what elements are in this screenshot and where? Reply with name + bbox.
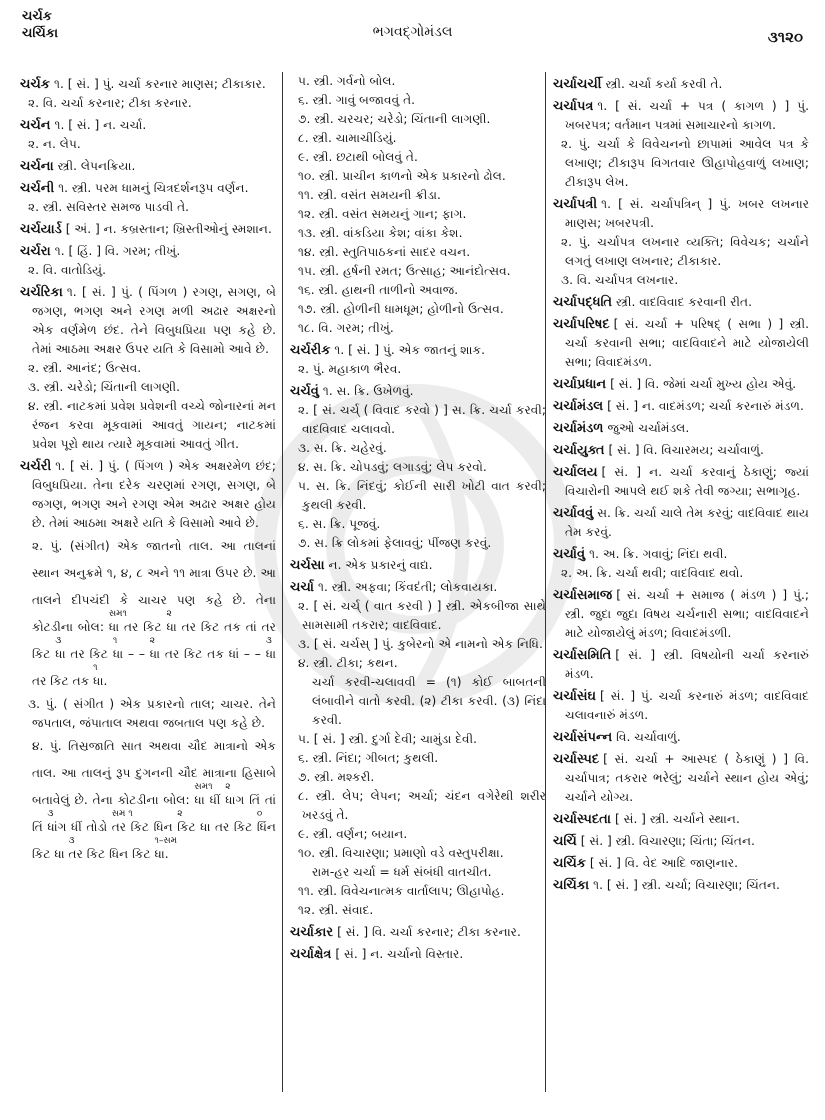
sense-line: ૧૧. સ્ત્રી. વસંત સમયની ક્રીડા. bbox=[298, 188, 441, 202]
definition: સ્ત્રી. વાદવિવાદ કરવાની રીત. bbox=[616, 295, 752, 309]
beat-marker: ૩ bbox=[55, 636, 62, 646]
notation-syllable: ધા bbox=[112, 647, 124, 661]
dictionary-entry bbox=[553, 97, 809, 135]
notation-syllable: ધા bbox=[194, 793, 205, 807]
definition: [ સં. ] ન. ચર્ચા કરવાનું ઠેકાણું; જ્યાં વિચારોની આપલે થઈ શકે તેવી જગ્યા; સભાગૃહ. bbox=[565, 465, 809, 498]
notation-text: કિટ ધિન કિટ bbox=[82, 847, 155, 861]
dictionary-entry bbox=[20, 283, 276, 359]
headword: ચર્ચા bbox=[290, 580, 314, 595]
beat-marker: ૩ bbox=[265, 636, 272, 646]
beat-marker-wrap bbox=[149, 636, 161, 661]
beat-marker-wrap bbox=[194, 782, 213, 807]
beat-marker-wrap bbox=[166, 609, 177, 634]
definition: સ્ત્રી. લેપનક્રિયા. bbox=[57, 159, 136, 173]
notation-text: ૨. પું. (સંગીત) એક જાતનો તાલ. આ તાલનાં સ્થાન અનુક્રમે ૧, ૪, ૮ અને ૧૧ માત્રા ઉપર છે. આ તાલને દીપચંદી કે ચાચર પણ કહે છે. તેના કોટડીના બોલ: bbox=[32, 539, 276, 634]
sense-line: ૭. સ. ક્રિ લોકમાં ફેલાવવું; પીંજણ કરવું. bbox=[298, 536, 492, 550]
beat-marker-wrap bbox=[47, 809, 67, 834]
dictionary-entry bbox=[20, 116, 276, 135]
definition: સ. ક્રિ. ચર્ચા ચાલે તેમ કરવું; વાદવિવાદ થાય તેમ કરવું. bbox=[565, 506, 809, 539]
headword: ચર્ચયાર્ડ bbox=[20, 222, 62, 237]
headword: ચર્ચાપ્રધાન bbox=[553, 377, 607, 392]
notation-syllable: ધાગ bbox=[225, 793, 245, 807]
headword: ચર્ચાસ્પદ bbox=[553, 752, 600, 767]
notation-syllable: ધા bbox=[154, 847, 165, 861]
definition: ૧. [ સં. ] પું. ચર્ચા કરનાર માણસ; ટીકાકાર. bbox=[53, 77, 266, 91]
notation-text: તર કિટ bbox=[119, 620, 167, 634]
headword: ચર્ચાસ્પદતા bbox=[553, 812, 611, 827]
sense-line: ૨. અ. ક્રિ. ચર્ચા થવી; વાદવિવાદ થવો. bbox=[561, 566, 744, 580]
notation-sense bbox=[20, 533, 276, 695]
dictionary-entry bbox=[20, 157, 276, 176]
headword: ચર્ચક bbox=[20, 77, 50, 92]
definition: ૧. [ હિં. ] વિ. ગરમ; તીખું. bbox=[54, 244, 181, 258]
beat-marker-wrap bbox=[108, 609, 127, 634]
dictionary-entry bbox=[553, 750, 809, 807]
headword: ચર્ચિકા bbox=[553, 878, 590, 893]
beat-marker-wrap bbox=[112, 636, 124, 661]
headword: ચર્ચામંડલ bbox=[553, 399, 604, 414]
sense-line: ૬. સ. ક્રિ. પૂજવું. bbox=[298, 517, 381, 531]
dictionary-entry bbox=[290, 945, 546, 964]
notation-text: કિટ ધિન bbox=[126, 820, 178, 834]
beat-marker-wrap bbox=[154, 836, 177, 861]
beat-marker: ૧ bbox=[93, 663, 98, 673]
headword: ચર્ચન bbox=[20, 118, 51, 133]
headword: ચર્ચાપત્રી bbox=[553, 197, 598, 212]
beat-marker: ૨ bbox=[149, 636, 156, 646]
beat-marker: સમ૧ bbox=[108, 609, 127, 619]
notation-text: તિં તાં તિં bbox=[32, 793, 276, 834]
idiom-phrase: ચર્ચા કરવી-ચલાવવી = (૧) કોઈ બાબતની લંબાવીને વાતો કરવી. (૨) ટીકા કરવી. (૩) નિંદા કરવી. bbox=[312, 675, 546, 727]
dictionary-entry bbox=[553, 810, 809, 829]
sense-line: ૧૦. સ્ત્રી. પ્રાચીન કાળનો એક પ્રકારનો ઢોલ. bbox=[298, 169, 506, 183]
column-3 bbox=[553, 72, 809, 895]
headword: ચર્ચાવું bbox=[553, 547, 586, 562]
sense-line: ૨. સ્ત્રી. આનંદ; ઉત્સવ. bbox=[28, 361, 142, 375]
definition: [ સં. ચર્ચા + સમાજ ( મંડળ ) ] પું.; સ્ત્રી. જુદા જુદા વિષય ચર્ચનારી સભા; વાદવિવાદને માટે યોજાયેલું મંડળ; વિવાદમંડળી. bbox=[565, 588, 809, 640]
sense-line: ૪. સ. ક્રિ. ચોપડવું; લગાડવું; લેપ કરવો. bbox=[298, 460, 487, 474]
beat-marker: સમ ૧ bbox=[111, 809, 133, 819]
definition: [ સં. ] વિ. ચર્ચા કરનાર; ટીકા કરનાર. bbox=[337, 925, 521, 939]
dictionary-entry bbox=[20, 242, 276, 261]
dictionary-entry bbox=[553, 646, 809, 684]
beat-marker-wrap bbox=[55, 636, 66, 661]
definition: ૧. [ સં. ] પું. ( પિંગળ ) રગણ, સગણ, બે જગણ, ભગણ અને રગણ મળી અઢાર અક્ષરનો એક વર્ણમેળ છંદ. તેને વિબુધપ્રિયા પણ કહે છે. તેમાં આઠમા અક્ષર ઉપર યતિ કે વિસામો આવે છે. bbox=[32, 285, 276, 356]
column-2 bbox=[290, 72, 546, 964]
definition: [ સં. ] વિ. જેમાં ચર્ચા મુખ્ય હોય એવું. bbox=[610, 377, 797, 391]
dictionary-entry bbox=[553, 504, 809, 542]
notation-text: તર કિટ તક તાં તર કિટ bbox=[32, 620, 276, 661]
dictionary-entry bbox=[553, 441, 809, 460]
beat-marker: ૨ bbox=[166, 609, 172, 619]
definition: [ સં. ] વિ. વેદ આદિ જાણનાર. bbox=[589, 856, 739, 870]
headword: ચર્ચાલય bbox=[553, 465, 598, 480]
sense-line: ૧૮. વિ. ગરમ; તીખું. bbox=[298, 321, 394, 335]
definition: જુઓ ચર્ચામંડલ. bbox=[607, 421, 690, 435]
definition: ૧. [ સં. ] સ્ત્રી. ચર્ચા; વિચારણા; ચિંતન. bbox=[593, 878, 780, 892]
definition: ૧. સ્ત્રી. અફવા; કિંવદંતી; લોકવાયકા. bbox=[318, 580, 498, 594]
headword: ચર્ચરા bbox=[20, 244, 51, 259]
headword: ચર્ચરી bbox=[20, 459, 52, 474]
headword: ચર્ચવું bbox=[290, 384, 319, 399]
sense-line: ૪. સ્ત્રી. નાટકમાં પ્રવેશ પ્રવેશની વચ્ચે જોનારનાં મન રંજન કરવા મૂકવામાં આવતું ગાયન; નાટકમાં પ્રવેશ પૂરો થાય ત્યારે મૂકવામાં આવતું ગીત. bbox=[28, 399, 276, 451]
dictionary-entry bbox=[553, 854, 809, 873]
definition: ન. એક પ્રકારનું વાદ્ય. bbox=[328, 558, 433, 572]
sense-line: ૫. [ સં. ] સ્ત્રી. દુર્ગા દેવી; ચામુંડા દેવી. bbox=[298, 732, 477, 746]
definition: [ સં. ] સ્ત્રી. વિષયોની ચર્ચા કરનારું મંડળ. bbox=[565, 648, 809, 681]
sense-line: ૨. પું. ચર્ચા કે વિવેચનનો છાપામાં આવેલ પત્ર કે લખાણ; ટીકારૂપ વિગતવાર ઊહાપોહવાળું લખાણ; ટીકારૂપ લેખ. bbox=[561, 137, 809, 189]
sense-line: ૬. સ્ત્રી. નિંદા; ગીબત; કુથલી. bbox=[298, 751, 439, 765]
dictionary-entry bbox=[553, 463, 809, 501]
definition: વિ. ચર્ચાવાળું. bbox=[616, 730, 681, 744]
dictionary-entry bbox=[553, 876, 809, 895]
definition: ૧. [ સં. ચર્ચા + પત્ર ( કાગળ ) ] પું. ખબરપત્ર; વર્તમાન પત્રમાં સમાચારનો કાગળ. bbox=[565, 99, 809, 132]
notation-syllable: ધા bbox=[93, 674, 104, 688]
guide-word-first: ચર્ચક bbox=[22, 9, 52, 24]
headword: ચર્ચિ bbox=[553, 834, 577, 849]
headword: ચર્ચાવવું bbox=[553, 506, 594, 521]
headword: ચર્ચાચર્ચી bbox=[553, 77, 602, 92]
sense-line: ૪. સ્ત્રી. ટીકા; કથન. bbox=[298, 656, 398, 670]
dictionary-entry bbox=[553, 728, 809, 747]
dictionary-entry bbox=[553, 586, 809, 643]
sense-line: ૭. સ્ત્રી. ચરચર; ચરેડો; ચિંતાની લાગણી. bbox=[298, 112, 491, 126]
definition: સ્ત્રી. ચર્ચા કર્યા કરવી તે. bbox=[605, 77, 723, 91]
sense-line: ૧૬. સ્ત્રી. હાથની તાળીનો અવાજ. bbox=[298, 283, 459, 297]
guide-word-last: ચર્ચિકા bbox=[22, 26, 59, 41]
sense-line: ૨. વિ. વાતોડિયું. bbox=[28, 263, 107, 277]
notation-text: તર કિટ તક ધાં – – bbox=[160, 647, 266, 661]
page-title: ભગવદ્ગોમંડલ bbox=[372, 24, 453, 40]
definition: ૧. [ સં. ચર્ચાપત્રિન્ ] પું. ખબર લખનાર માણસ; ખબરપત્રી. bbox=[565, 197, 809, 230]
notation-text: તર કિટ તક bbox=[32, 674, 94, 688]
sense-line: ૨. [ સં. ચર્ચ્ ( વાત કરવી ) ] સ્ત્રી. એકબીજા સાથે સામસામી તકરાર; વાદવિવાદ. bbox=[298, 599, 546, 632]
notation-sense bbox=[20, 733, 276, 868]
sense-line: ૧૧. સ્ત્રી. વિવેચનાત્મક વાર્તાલાપ; ઊહાપોહ. bbox=[298, 884, 505, 898]
sense-line: ૧૭. સ્ત્રી. હોળીની ધામધૂમ; હોળીનો ઉત્સવ. bbox=[298, 302, 504, 316]
headword: ચર્ચાસંઘ bbox=[553, 689, 597, 704]
definition: ૧. અ. ક્રિ. ગવાવું; નિંદા થવી. bbox=[589, 547, 728, 561]
definition: [ સં. ] પું. ચર્ચા કરનારું મંડળ; વાદવિવાદ ચલાવનારું મંડળ. bbox=[565, 689, 809, 722]
beat-marker-wrap bbox=[111, 809, 133, 834]
definition: [ સં. ચર્ચા + પરિષદ્ ( સભા ) ] સ્ત્રી. ચર્ચા કરવાની સભા; વાદવિવાદને માટે યોજાયેલી સભા; વિવાદમંડળ. bbox=[565, 317, 809, 369]
column-1 bbox=[20, 72, 276, 868]
dictionary-entry bbox=[553, 545, 809, 564]
headword: ચર્ચરીક bbox=[290, 343, 331, 358]
headword: ચર્ચાસમાજ bbox=[553, 588, 613, 603]
dictionary-entry bbox=[290, 923, 546, 942]
notation-syllable: ધા bbox=[108, 620, 120, 634]
column-divider bbox=[282, 72, 283, 1092]
sense-line: ૧૨. સ્ત્રી. વસંત સમયનું ગાન; ફાગ. bbox=[298, 207, 467, 221]
sense-line: ૫. સ. ક્રિ. નિંદવું; કોઈની સારી ખોટી વાત કરવી; કુથલી કરવી. bbox=[298, 479, 546, 512]
notation-syllable: ધિંન bbox=[256, 820, 276, 834]
beat-marker: ૩ bbox=[47, 809, 54, 819]
dictionary-entry bbox=[553, 293, 809, 312]
dictionary-entry bbox=[553, 419, 809, 438]
headword: ચર્ચિક bbox=[553, 856, 586, 871]
sense-line: ૫. સ્ત્રી. ગર્વનો બોલ. bbox=[298, 74, 396, 88]
sense-line: ૨. ન. લેપ. bbox=[28, 137, 81, 151]
notation-text: . bbox=[103, 674, 108, 688]
definition: [ સં. ચર્ચા + આસ્પદ ( ઠેકાણું ) ] વિ. ચર્ચાપાત્ર; તકરાર ભરેલું; ચર્ચાને સ્થાન હોય એવું; ચર્ચાને યોગ્ય. bbox=[565, 752, 809, 804]
dictionary-entry bbox=[553, 832, 809, 851]
beat-marker-wrap bbox=[68, 836, 83, 861]
headword: ચર્ચાયુક્ત bbox=[553, 443, 605, 458]
sense-line: ૧૫. સ્ત્રી. હર્ષની રમત; ઉત્સાહ; આનંદોત્સવ. bbox=[298, 264, 511, 278]
dictionary-entry bbox=[290, 578, 546, 597]
sense-line: ૧૦. સ્ત્રી. વિચારણા; પ્રમાણો વડે વસ્તુપરીક્ષા. bbox=[298, 846, 504, 860]
headword: ચર્ચાપદ્ધતિ bbox=[553, 295, 613, 310]
headword: ચર્ચાસંપન્ન bbox=[553, 730, 613, 745]
notation-text: – – bbox=[123, 647, 150, 661]
definition: [ સં. ] ન. વાદમંડળ; ચર્ચા કરનારું મંડળ. bbox=[607, 399, 804, 413]
headword: ચર્ચરિકા bbox=[20, 285, 63, 300]
sense-line: ૩. પું. ( સંગીત ) એક પ્રકારનો તાલ; ચાચર. તેને જપતાલ, જંપાતાલ અથવા જબતાલ પણ કહે છે. bbox=[28, 697, 276, 730]
definition: [ અં. ] ન. કબ્રસ્તાન; ખ્રિસ્તીઓનું સ્મશાન. bbox=[65, 222, 272, 236]
headword: ચર્ચસા bbox=[290, 558, 325, 573]
sense-line: ૨. વિ. ચર્ચા કરનાર; ટીકા કરનાર. bbox=[28, 96, 192, 110]
dictionary-entry bbox=[290, 341, 546, 360]
sense-line: ૩. વિ. ચર્ચાપત્ર લખનાર. bbox=[561, 273, 679, 287]
notation-text: કિટ ધા bbox=[32, 847, 69, 861]
notation-syllable: કિટ bbox=[177, 820, 196, 834]
sense-line: ૭. સ્ત્રી. મશ્કરી. bbox=[298, 770, 375, 784]
sense-line: ૧૪. સ્ત્રી. સ્તુતિપાઠકનાં સાદર વચન. bbox=[298, 245, 471, 259]
page-number: ૩૧૨૦ bbox=[767, 28, 803, 46]
beat-marker: ૩ bbox=[68, 836, 75, 846]
notation-syllable: ધા bbox=[149, 647, 161, 661]
beat-marker: ૨ bbox=[177, 809, 183, 819]
definition: ૧. સ્ત્રી. પરમ ધામનું ચિત્રદર્શનરૂપ વર્ણન. bbox=[58, 181, 249, 195]
sense-line: ૨. પું. ચર્ચાપત્ર લખનાર વ્યક્તિ; વિવેચક; ચર્ચાને લગતું લખાણ લખનાર; ટીકાકાર. bbox=[561, 235, 809, 268]
sense-line: ૬. સ્ત્રી. ગાવું બજાવવું તે. bbox=[298, 93, 416, 107]
dictionary-entry bbox=[20, 220, 276, 239]
notation-text: ૪. પું. તિસ્રજાતિ સાત અથવા ચૌદ માત્રાનો એક તાલ. આ તાલનું રૂપ દુગનની ચૌદ માત્રાના હિસાબે બતાવેલું છે. તેના કોટડીના બોલ: bbox=[32, 739, 276, 807]
definition: ૧. [ સં. ] ન. ચર્ચા. bbox=[54, 118, 147, 132]
sense-line: ૩. સ. ક્રિ. ચહેરવું. bbox=[298, 441, 387, 455]
notation-text: ધીં તોડો bbox=[66, 820, 112, 834]
dictionary-entry bbox=[553, 315, 809, 372]
headword: ચર્ચાક્ષેત્ર bbox=[290, 947, 332, 962]
headword: ચર્ચામંડળ bbox=[553, 421, 604, 436]
definition: [ સં. ] સ્ત્રી. વિચારણા; ચિંતા; ચિંતન. bbox=[580, 834, 755, 848]
sense-line: ૨. [ સં. ચર્ચ્ ( વિવાદ કરવો ) ] સ. ક્રિ. ચર્ચા કરવી; વાદવિવાદ ચલાવવો. bbox=[298, 403, 546, 436]
beat-marker-wrap bbox=[93, 663, 104, 688]
sense-line: ૩. સ્ત્રી. ચરેડો; ચિંતાની લાગણી. bbox=[28, 380, 180, 394]
sense-line: ૨. સ્ત્રી. સવિસ્તર સમજ પાડવી તે. bbox=[28, 200, 190, 214]
beat-marker-wrap bbox=[177, 809, 196, 834]
sense-line: ૮. સ્ત્રી. લેપ; લેપન; અર્ચા; ચંદન વગેરેથી શરીર ખરડવું તે. bbox=[298, 789, 546, 822]
beat-marker: સમ૧ bbox=[194, 782, 213, 792]
sense-line: ૯. સ્ત્રી. છટાથી બોલવું તે. bbox=[298, 150, 418, 164]
headword: ચર્ચાપત્ર bbox=[553, 99, 594, 114]
sense-line: ૩. [ સં. ચર્ચસ્ ] પું. કુબેરનો એ નામનો એક નિધિ. bbox=[298, 637, 543, 651]
dictionary-entry bbox=[20, 75, 276, 94]
dictionary-entry bbox=[553, 75, 809, 94]
beat-marker-wrap bbox=[265, 636, 277, 661]
definition: ૧. [ સં. ] પું. ( પિંગળ ) એક અક્ષરમેળ છંદ; વિબુધપ્રિયા. તેના દરેક ચરણમાં રગણ, સગણ, બે જગણ, ભગણ અને રગણ એમ અઢાર અક્ષર હોય છે. તેમાં આઠમા અક્ષરે યતિ કે વિસામો આવે છે. bbox=[32, 459, 276, 530]
beat-marker: ૧–સમ bbox=[154, 836, 177, 846]
headword: ચર્ચાસમિતિ bbox=[553, 648, 612, 663]
definition: ૧. સ. ક્રિ. ઉખેળવું. bbox=[322, 384, 414, 398]
sense-line: ૧૩. સ્ત્રી. વાંકડિયા કેશ; વાંકા કેશ. bbox=[298, 226, 463, 240]
notation-text: ધીં bbox=[204, 793, 226, 807]
definition: [ સં. ] ન. ચર્ચાનો વિસ્તાર. bbox=[335, 947, 464, 961]
dictionary-entry bbox=[553, 397, 809, 416]
definition: [ સં. ] સ્ત્રી. ચર્ચાને સ્થાન. bbox=[614, 812, 740, 826]
notation-syllable: તર bbox=[68, 847, 83, 861]
sense-line: ૮. સ્ત્રી. ચામાચીડિયું. bbox=[298, 131, 397, 145]
notation-syllable: ધાંગ bbox=[47, 820, 67, 834]
idiom-phrase: રામ-હર ચર્ચા = ધર્મ સંબંધી વાતચીત. bbox=[312, 865, 492, 879]
notation-text: તર કિટ bbox=[65, 647, 113, 661]
notation-syllable: ધા bbox=[265, 647, 277, 661]
beat-marker: ૧ bbox=[112, 636, 118, 646]
definition: ૧. [ સં. ] પું. એક જાતનું શાક. bbox=[334, 343, 485, 357]
headword: ચર્ચની bbox=[20, 181, 55, 196]
sense-line: ૯. સ્ત્રી. વર્ણન; બયાન. bbox=[298, 827, 408, 841]
dictionary-entry bbox=[20, 457, 276, 533]
definition: [ સં. ] વિ. વિચારમય; ચર્ચાવાળું. bbox=[608, 443, 764, 457]
sense-line: ૨. પું. મહાકાળ ભૈરવ. bbox=[298, 362, 402, 376]
dictionary-entry bbox=[290, 556, 546, 575]
sense-line: ૧૨. સ્ત્રી. સંવાદ. bbox=[298, 903, 374, 917]
headword: ચર્ચના bbox=[20, 159, 54, 174]
headword: ચર્ચાકાર bbox=[290, 925, 334, 940]
beat-marker: ૨ bbox=[225, 782, 231, 792]
dictionary-entry bbox=[290, 382, 546, 401]
headword: ચર્ચાપરિષદ bbox=[553, 317, 610, 332]
notation-syllable: તર bbox=[111, 820, 127, 834]
notation-text: . bbox=[164, 847, 169, 861]
dictionary-entry bbox=[553, 195, 809, 233]
dictionary-entry bbox=[20, 179, 276, 198]
notation-text: ધા તર કિટ bbox=[195, 820, 257, 834]
notation-syllable: ધા bbox=[166, 620, 177, 634]
beat-marker-wrap bbox=[225, 782, 245, 807]
dictionary-entry bbox=[553, 375, 809, 394]
dictionary-entry bbox=[553, 687, 809, 725]
beat-marker-wrap bbox=[256, 809, 276, 834]
beat-marker: ૦ bbox=[256, 809, 263, 819]
notation-syllable: ધા bbox=[55, 647, 66, 661]
